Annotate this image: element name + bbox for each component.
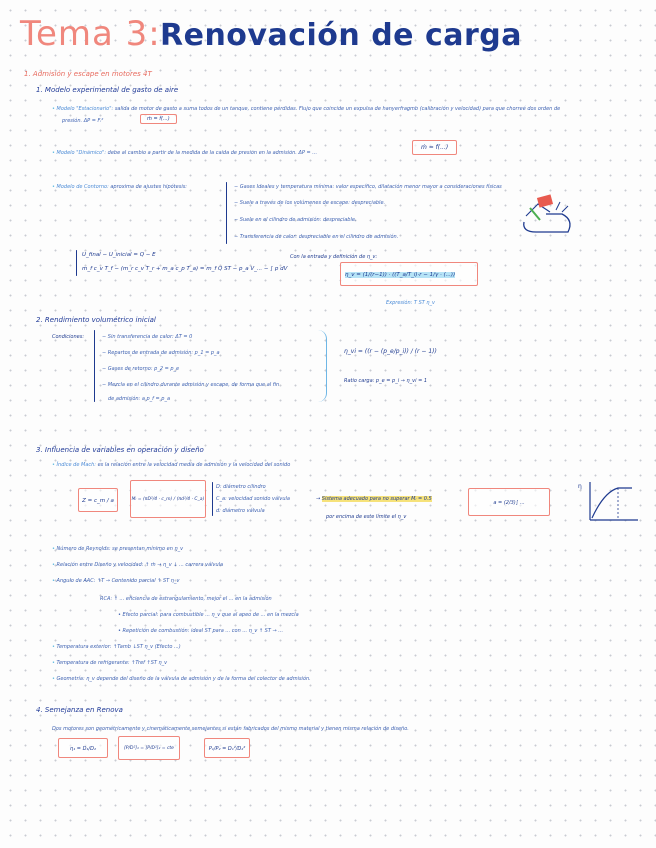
s3-def-2: C_a: velocidad sonido válvula: [216, 496, 290, 502]
s3-bullet-3: • Relación entre Diseño y velocidad: ↑ ṁ → η_v ↓ ... carrera válvula: [52, 562, 224, 568]
section-1-heading: 1. Modelo experimental de gasto de aire: [36, 86, 179, 94]
s3-bullet-7: • Repetición de combustión: ideal ST para ... con ... η_v ↑ ST → ...: [118, 628, 284, 634]
s3-arrow-text: → Sistema adecuado para no superar Mᵢ = 0.5: [316, 496, 432, 502]
s1-result-box: η_v = (1/(r−1)) · ((T_a/T_i)·r − 1/γ · (...)): [340, 262, 478, 286]
s2-cond-1: − Sin transferencia de calor: ΔT = 0: [102, 334, 193, 340]
s1-eq-1: U_final − U_inicial = Q − E: [82, 252, 156, 258]
s2-eq-right2: Ratio carga: p_e = p_i → η_vi = 1: [344, 378, 428, 384]
s1-hyp-brace: [226, 182, 227, 244]
s2-eq-right: η_vi = ((r − (p_e/p_i)) / (r − 1)): [344, 348, 437, 355]
s2-cond-brace: [94, 330, 95, 402]
s1-eq-2: m_f c_v T_f − (m_r c_v T_r + m_a c_p T_a) = m_f Q ST − p_a V_... − ∫ p dV: [82, 266, 288, 272]
s3-box-a: a = (2/3)∫ ...: [468, 488, 550, 516]
s3-bullet-8: • Temperatura exterior: ↑Tamb ↓ST η_v (Efecto ...): [52, 644, 181, 650]
section-3-heading: 3. Influencia de variables en operación y diseño: [36, 446, 204, 454]
s3-def-1: D: diámetro cilindro: [216, 484, 266, 490]
s3-defs-brace: [212, 482, 213, 516]
s1-b2-text: debe al cambio a partir de la medida de la caída de presión en la admisión. ΔP = ...: [107, 150, 318, 156]
s1-b3-label: Modelo de Contorno:: [56, 184, 109, 190]
s1-b3-text: aproxima de ajustes hipótesis:: [110, 184, 187, 190]
s3-def-3: d: diámetro válvula: [216, 508, 265, 514]
s3-bullet-9: • Temperatura de refrigerante: ↑Tref ↑ST η_v: [52, 660, 168, 666]
s1-b1-box: ṁ = f(...): [140, 114, 177, 124]
s1-bullet-3: • Modelo de Contorno: aproxima de ajustes hipótesis:: [52, 184, 187, 190]
s3-bullet-10: • Geometría: η_v depende del diseño de la válvula de admisión y de la forma del colector de admisión.: [52, 676, 311, 682]
s3-bullet-5: RCA: ↑ ... eficiencia de estrangulamiento, mejor el ... en la admisión: [100, 596, 272, 602]
s4-text: Dos motores son geométricamente y cinemáticamente semejantes si están fabricados del mismo material y tienen misma relación de diseño.: [52, 726, 409, 732]
s1-eq-note: Con la entrada y definición de η_v:: [290, 254, 378, 260]
s1-b1-cont: presión. ΔP = Fᵢ²: [62, 118, 104, 124]
s1-b1-label: Modelo "Estacionario":: [56, 106, 114, 112]
s3-bullet-6: • Efecto parcial: para combustible ... η_v que al apeo de ... en la mezcla: [118, 612, 299, 618]
s1-eq-brace: [76, 250, 77, 276]
section-2-heading: 2. Rendimiento volumétrico inicial: [36, 316, 156, 324]
s4-box-3: P₁/P₂ = D₁²/D₂²: [204, 738, 250, 758]
s1-bullet-1: • Modelo "Estacionario": salida de motor de gasto a suma todos de un tanque, contiene pérdidas. Flujo que coincide un expulsa de hanyerfragmb (calibración y velocidad) para que chorreé dos orden de: [52, 106, 561, 112]
s2-cond-3: − Gases de retorno: p_2 = p_e: [102, 366, 180, 372]
s3-arrow-text2: por encima de este límite el η_v: [326, 514, 407, 520]
s3-bullet-2: • Número de Reynolds: se presentan mínimo en η_v: [52, 546, 184, 552]
section-main-heading: 1. Admisión y escape en motores 4T: [24, 70, 152, 78]
s2-sky-brace: [318, 330, 327, 402]
s1-b2-box: ṁ = f(...): [412, 140, 457, 155]
s1-bullet-2: • Modelo "Dinámico": debe al cambio a partir de la medida de la caída de presión en la admisión. ΔP = ...: [52, 150, 318, 156]
s2-cond-4: − Mezcla en el cilindro durante admisión y escape, de forma que al fin: [102, 382, 280, 388]
section-4-heading: 4. Semejanza en Renova: [36, 706, 123, 714]
s1-hyp-2: − Suele a través de los volúmenes de escape: despreciable.: [234, 200, 386, 206]
s2-cond-2: − Repartos de entrada de admisión: p_1 = p_a: [102, 350, 220, 356]
s2-cond-5: de admisión: a p_f = p_a: [108, 396, 171, 402]
s1-b1-text: salida de motor de gasto a suma todos de un tanque, contiene pérdidas. Flujo que coincide un expulsa de hanyerfragmb (calibración y velocidad) para que chorreé dos orden de: [114, 106, 561, 112]
s2-cond-label: Condiciones:: [52, 334, 85, 340]
s1-hyp-4: − Transferencia de calor: despreciable en el cilindro de admisión.: [234, 234, 399, 240]
s3-box-z: Z = c_m / a: [78, 488, 118, 512]
s1-under-note: Expresión: T ST η_v: [386, 300, 436, 306]
engine-sketch-icon: [516, 190, 576, 238]
s1-hyp-3: − Suele en el cilindro de admisión: despreciable.: [234, 217, 357, 223]
s1-b2-label: Modelo "Dinámico":: [56, 150, 107, 156]
s3-bullet-1: • Índice de Mach: es la relación entre la velocidad media de admisión y la velocidad del sonido: [52, 462, 291, 468]
page-title: Renovación de carga: [160, 18, 522, 53]
s3-box-mach: Mᵢ = (πD²/4 · c_m) / (πd²/4 · C_a): [130, 480, 206, 518]
s4-box-1: η₁ = D₁/D₂: [58, 738, 108, 758]
eta-curve-sketch-icon: [574, 478, 640, 526]
svg-text:η: η: [578, 483, 582, 490]
s1-hyp-1: − Gases Ideales y temperatura mínima: valor específico, dilatación menor mayor a consideraciones físicas: [234, 184, 502, 190]
s3-bullet-4: • Angulo de AAC: ↑T → Contenido parcial ↑ ST η_v: [52, 578, 180, 584]
title-tema: Tema 3:: [20, 14, 161, 54]
s4-box-2: [P/D²]₁ = [P/D²]₂ = cte: [118, 736, 180, 760]
